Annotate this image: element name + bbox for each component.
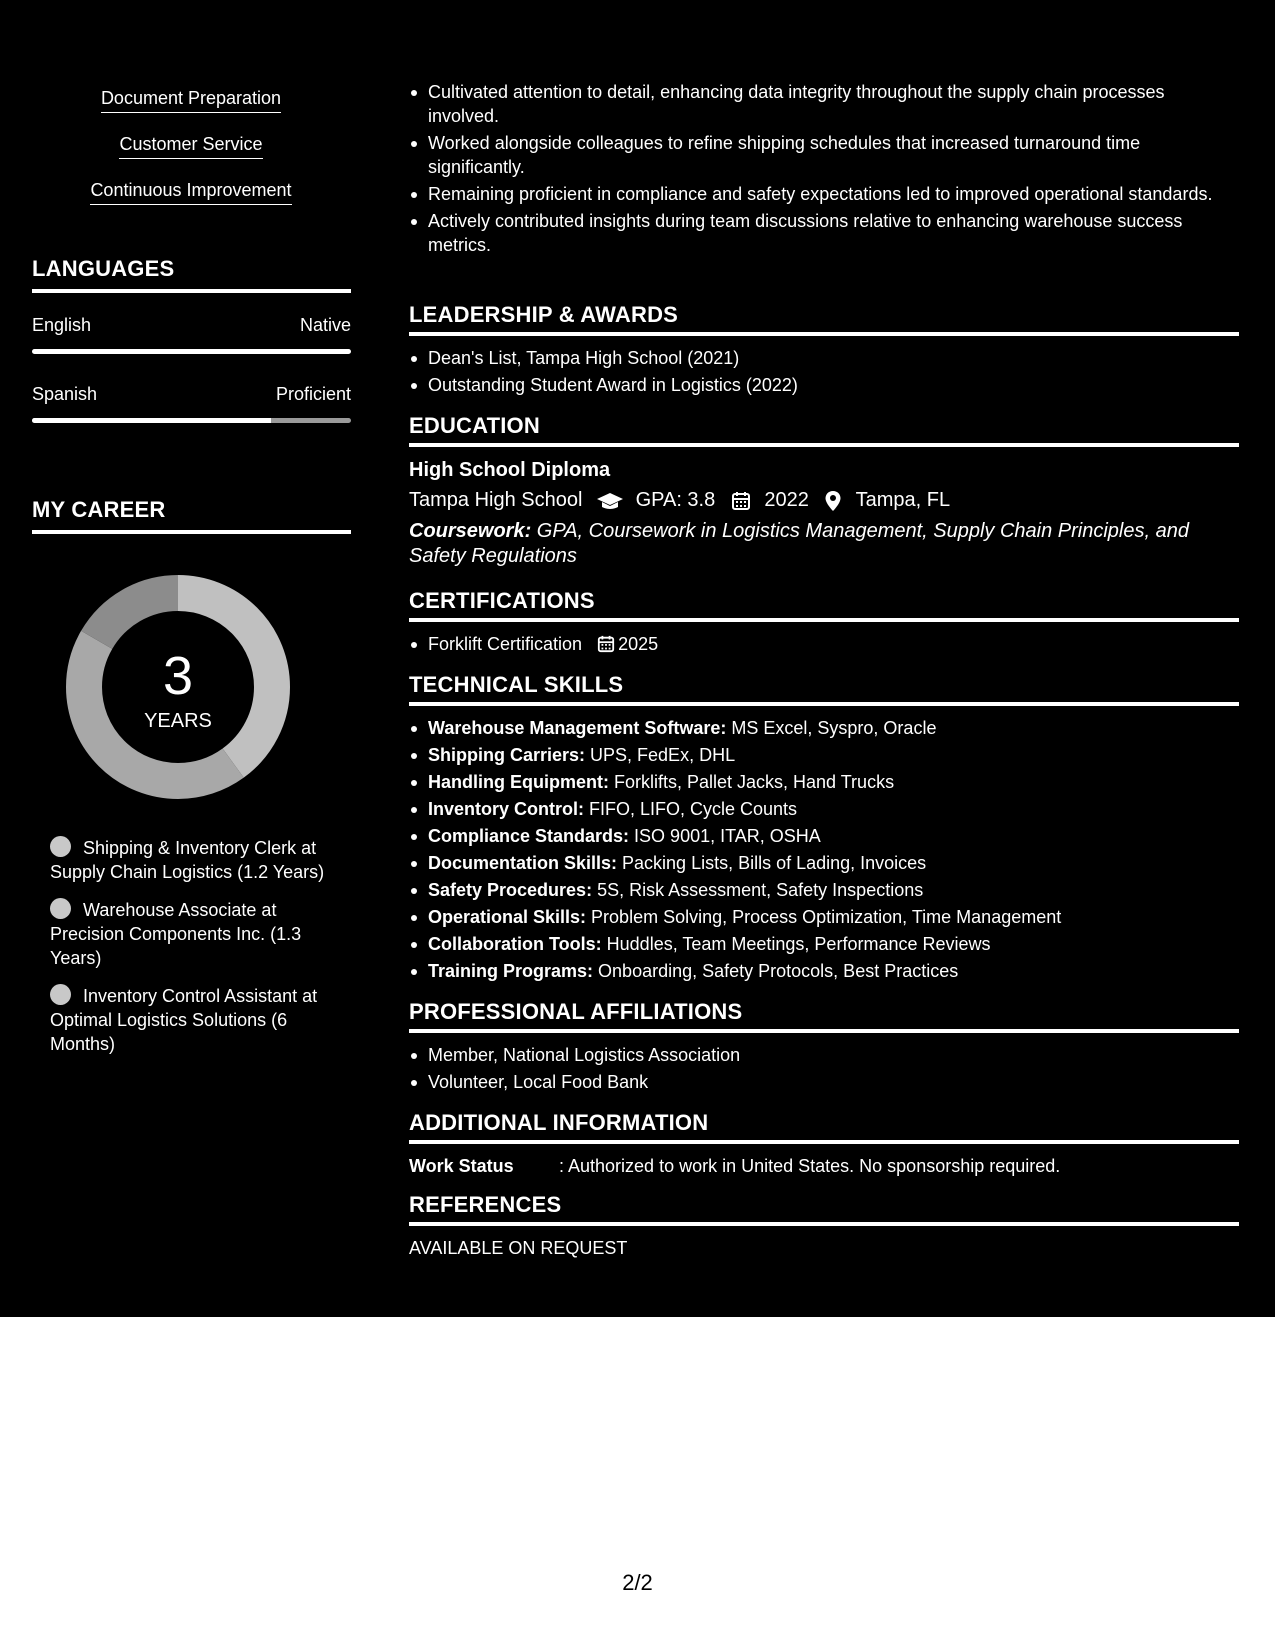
skill-label: Compliance Standards: xyxy=(428,826,630,846)
skill-label: Handling Equipment: xyxy=(428,772,609,792)
certification-name: Forklift Certification xyxy=(428,634,583,654)
work-status-row xyxy=(409,1154,1239,1178)
list-item: Dean's List, Tampa High School (2021) xyxy=(428,346,1239,370)
coursework-text: GPA, Coursework in Logistics Management, Supply Chain Principles, and Safety Regulations xyxy=(409,520,1189,567)
language-level: Native xyxy=(299,315,351,335)
list-item: Volunteer, Local Food Bank xyxy=(428,1070,1239,1094)
language-bar xyxy=(32,349,351,354)
skill-label: Collaboration Tools: xyxy=(428,934,602,954)
career-item-text: Warehouse Associate at Precision Components Inc. (1.3 Years) xyxy=(50,900,302,968)
location-pin-icon xyxy=(824,490,842,512)
career-item xyxy=(50,898,340,970)
list-item xyxy=(428,770,1239,794)
section-title: CERTIFICATIONS xyxy=(409,588,1239,622)
technical-skills-section xyxy=(409,672,1239,986)
career-list xyxy=(50,836,340,1070)
list-item xyxy=(428,797,1239,821)
list-item: Actively contributed insights during team discussions relative to enhancing warehouse success metrics. xyxy=(428,209,1239,257)
bullet-dot-icon xyxy=(50,836,71,857)
bullet-dot-icon xyxy=(50,984,71,1005)
list-item xyxy=(428,743,1239,767)
work-status-label: Work Status xyxy=(409,1156,514,1176)
skill-label: Warehouse Management Software: xyxy=(428,718,727,738)
language-level: Proficient xyxy=(275,384,351,404)
list-item xyxy=(428,932,1239,956)
skill-label: Documentation Skills: xyxy=(428,853,618,873)
career-years-number: 3 xyxy=(162,646,194,706)
skill-item: Customer Service xyxy=(119,132,262,159)
coursework-label: Coursework: xyxy=(409,520,532,542)
list-item: Member, National Logistics Association xyxy=(428,1043,1239,1067)
section-title: EDUCATION xyxy=(409,413,1239,447)
career-heading: MY CAREER xyxy=(32,497,351,534)
career-item-text: Inventory Control Assistant at Optimal Logistics Solutions (6 Months) xyxy=(50,986,318,1054)
affiliations-section xyxy=(409,999,1239,1097)
skill-label: Safety Procedures: xyxy=(428,880,593,900)
experience-section xyxy=(409,80,1239,260)
language-bar xyxy=(32,418,351,423)
certification-year: 2025 xyxy=(618,634,659,654)
skill-item: Continuous Improvement xyxy=(90,178,291,205)
list-item: Outstanding Student Award in Logistics (2022) xyxy=(428,373,1239,397)
location: Tampa, FL xyxy=(855,489,951,511)
certifications-list xyxy=(409,632,1239,656)
graduation-cap-icon xyxy=(596,491,624,511)
calendar-icon xyxy=(597,635,615,653)
coursework xyxy=(409,519,1239,569)
skill-label: Inventory Control: xyxy=(428,799,584,819)
skill-value: Packing Lists, Bills of Lading, Invoices xyxy=(617,853,927,873)
career-item xyxy=(50,984,340,1056)
experience-bullets xyxy=(409,80,1239,257)
list-item: Remaining proficient in compliance and safety expectations led to improved operational standards. xyxy=(428,182,1239,206)
page-number: 2/2 xyxy=(622,1570,653,1595)
list-item xyxy=(428,878,1239,902)
skills-list xyxy=(32,86,350,224)
skill-value: Onboarding, Safety Protocols, Best Practices xyxy=(593,961,959,981)
skill-label: Training Programs: xyxy=(428,961,594,981)
skill-value: Huddles, Team Meetings, Performance Reviews xyxy=(601,934,991,954)
references-section xyxy=(409,1192,1239,1260)
language-bar-fill xyxy=(32,418,271,423)
section-title: LEADERSHIP & AWARDS xyxy=(409,302,1239,336)
career-years-label: YEARS xyxy=(144,710,212,732)
list-item xyxy=(428,716,1239,740)
section-title: REFERENCES xyxy=(409,1192,1239,1226)
career-item xyxy=(50,836,340,884)
section-title: PROFESSIONAL AFFILIATIONS xyxy=(409,999,1239,1033)
language-name: English xyxy=(32,315,92,335)
degree: High School Diploma xyxy=(409,459,611,481)
bullet-dot-icon xyxy=(50,898,71,919)
list-item xyxy=(428,824,1239,848)
list-item: Cultivated attention to detail, enhancing data integrity throughout the supply chain processes involved. xyxy=(428,80,1239,128)
skill-value: MS Excel, Syspro, Oracle xyxy=(726,718,937,738)
affiliations-list xyxy=(409,1043,1239,1094)
leadership-list xyxy=(409,346,1239,397)
language-bar-fill xyxy=(32,349,351,354)
skill-label: Shipping Carriers: xyxy=(428,745,586,765)
main-content xyxy=(383,0,1275,1317)
list-item xyxy=(428,632,1239,656)
languages-heading: LANGUAGES xyxy=(32,256,351,293)
education-meta xyxy=(409,485,1239,515)
calendar-icon xyxy=(731,491,751,511)
technical-skills-list xyxy=(409,716,1239,983)
references-text: AVAILABLE ON REQUEST xyxy=(409,1238,628,1258)
list-item xyxy=(428,959,1239,983)
skill-value: ISO 9001, ITAR, OSHA xyxy=(629,826,821,846)
skill-value: 5S, Risk Assessment, Safety Inspections xyxy=(592,880,924,900)
skill-item: Document Preparation xyxy=(101,86,281,113)
list-item xyxy=(428,851,1239,875)
additional-info-section xyxy=(409,1110,1239,1178)
section-title: ADDITIONAL INFORMATION xyxy=(409,1110,1239,1144)
sidebar xyxy=(0,0,383,1317)
work-status-value: : Authorized to work in United States. No sponsorship required. xyxy=(559,1156,1061,1176)
leadership-section xyxy=(409,302,1239,400)
list-item xyxy=(428,905,1239,929)
certifications-section xyxy=(409,588,1239,659)
career-donut-chart xyxy=(62,571,294,803)
list-item: Worked alongside colleagues to refine shipping schedules that increased turnaround time significantly. xyxy=(428,131,1239,179)
skill-value: Forklifts, Pallet Jacks, Hand Trucks xyxy=(608,772,895,792)
skill-value: UPS, FedEx, DHL xyxy=(585,745,736,765)
career-item-text: Shipping & Inventory Clerk at Supply Chain Logistics (1.2 Years) xyxy=(50,838,325,882)
skill-value: Problem Solving, Process Optimization, Time Management xyxy=(586,907,1062,927)
language-name: Spanish xyxy=(32,384,98,404)
education-section xyxy=(409,413,1239,569)
gpa: GPA: 3.8 xyxy=(635,489,716,511)
school-name: Tampa High School xyxy=(409,489,583,511)
section-title: TECHNICAL SKILLS xyxy=(409,672,1239,706)
skill-value: FIFO, LIFO, Cycle Counts xyxy=(584,799,798,819)
skill-label: Operational Skills: xyxy=(428,907,587,927)
graduation-year: 2022 xyxy=(764,489,809,511)
